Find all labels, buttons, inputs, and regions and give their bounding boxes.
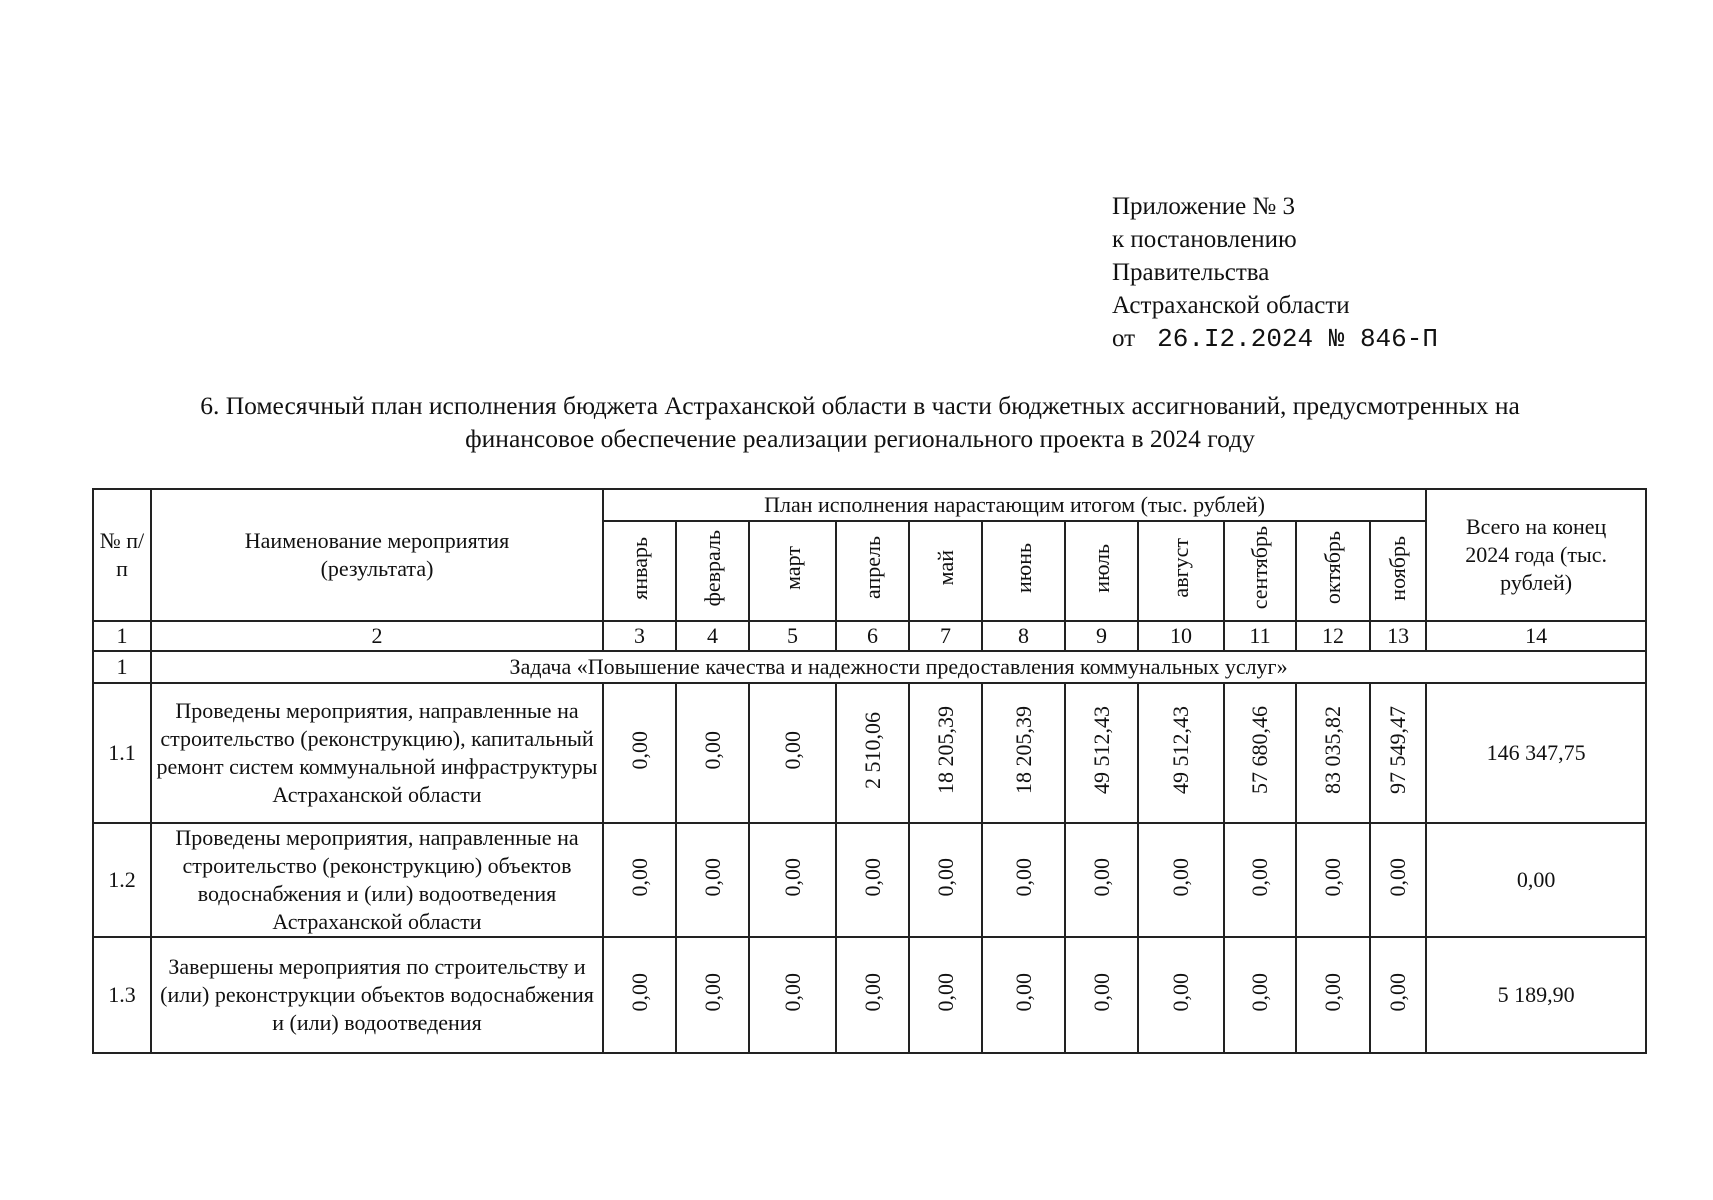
month-value-cell [1065,683,1138,823]
month-value-cell [676,937,749,1053]
column-number-row [93,621,1646,651]
month-value-cell [836,823,909,937]
resolution-date-number: 26.I2.2024 № 846-П [1157,324,1438,354]
column-number: 3 [603,621,676,651]
month-value: 0,00 [779,972,805,1012]
column-number: 2 [151,621,603,651]
month-value: 0,00 [1088,857,1114,897]
month-header [676,521,749,621]
column-number: 6 [836,621,909,651]
month-value: 2 510,06 [859,711,885,789]
table-row [93,937,1646,1053]
month-value: 0,00 [1385,857,1411,897]
month-header [1138,521,1224,621]
budget-plan-table-wrap [92,488,1647,1054]
row-activity-name: Проведены мероприятия, направленные на строительство (реконструкцию), капитальный ремонт систем коммунальной инфраструктуры Астраханской области [151,683,603,823]
month-label: ноябрь [1385,535,1411,601]
month-value-cell [1296,823,1370,937]
month-value-cell [1138,823,1224,937]
appendix-date-line [1112,322,1438,356]
month-value: 0,00 [626,972,652,1012]
month-value-cell [1065,937,1138,1053]
month-value-cell [676,823,749,937]
month-value: 49 512,43 [1168,706,1193,794]
month-value-cell [603,937,676,1053]
month-value: 18 205,39 [1010,706,1036,794]
row-activity-name: Завершены мероприятия по строительству и (или) реконструкции объектов водоснабжения и (или) водоотведения [151,937,603,1053]
month-value-cell [836,937,909,1053]
month-value-cell [749,937,836,1053]
month-label: март [779,546,805,590]
month-value-cell [1224,937,1296,1053]
month-value-cell [909,683,982,823]
month-value-cell [1065,823,1138,937]
month-value-cell [1138,937,1224,1053]
row-index: 1.2 [93,823,151,937]
appendix-line: Приложение № 3 [1112,193,1296,220]
column-number: 12 [1296,621,1370,651]
appendix-line: к постановлению [1112,226,1297,253]
date-prefix: от [1112,325,1136,352]
month-label: октябрь [1320,531,1345,605]
month-value-cell [1224,823,1296,937]
month-value: 0,00 [699,857,725,897]
column-header-total: Всего на конец 2024 года (тыс. рублей) [1426,489,1646,621]
task-row [93,651,1646,683]
column-number: 9 [1065,621,1138,651]
month-value-cell [982,937,1065,1053]
month-label: апрель [859,536,885,600]
table-row [93,823,1646,937]
column-number: 11 [1224,621,1296,651]
month-header [909,521,982,621]
appendix-block [1112,190,1438,356]
column-number: 7 [909,621,982,651]
month-value: 0,00 [626,730,652,770]
document-heading [60,389,1660,455]
month-value-cell [836,683,909,823]
month-value-cell [1296,937,1370,1053]
month-value: 0,00 [626,857,652,897]
month-value: 97 549,47 [1385,706,1411,794]
month-header [836,521,909,621]
month-value-cell [749,823,836,937]
month-label: июль [1088,543,1114,593]
month-label: август [1168,538,1193,598]
column-number: 13 [1370,621,1426,651]
month-value-cell [1296,683,1370,823]
month-value-cell [676,683,749,823]
month-value: 0,00 [859,857,885,897]
month-value: 0,00 [779,857,805,897]
month-value: 0,00 [1320,857,1345,897]
month-value: 0,00 [1088,972,1114,1012]
row-activity-name: Проведены мероприятия, направленные на строительство (реконструкцию) объектов водоснабжения и (или) водоотведения Астраханской области [151,823,603,937]
month-value-cell [749,683,836,823]
month-value: 0,00 [932,972,958,1012]
month-value-cell [909,823,982,937]
column-header-index: № п/п [93,489,151,621]
column-header-name: Наименование мероприятия (результата) [151,489,603,621]
month-value: 0,00 [1168,857,1193,897]
task-title: Задача «Повышение качества и надежности предоставления коммунальных услуг» [151,651,1646,683]
month-value-cell [1224,683,1296,823]
month-value: 0,00 [699,972,725,1012]
heading-line-1: 6. Помесячный план исполнения бюджета Астраханской области в части бюджетных ассигнований, предусмотренных на [200,391,1520,420]
month-value-cell [909,937,982,1053]
appendix-line: Астраханской области [1112,292,1350,319]
row-total: 146 347,75 [1426,683,1646,823]
column-number: 1 [93,621,151,651]
column-number: 10 [1138,621,1224,651]
month-value: 0,00 [1320,972,1345,1012]
month-value: 0,00 [779,730,805,770]
month-value: 83 035,82 [1320,706,1345,794]
month-header [1296,521,1370,621]
month-header [1224,521,1296,621]
month-value: 0,00 [1010,972,1036,1012]
column-number: 5 [749,621,836,651]
month-value: 0,00 [1247,857,1272,897]
month-value: 18 205,39 [932,706,958,794]
month-value-cell [1370,823,1426,937]
month-value: 0,00 [1168,972,1193,1012]
budget-plan-table [92,488,1647,1054]
column-number: 14 [1426,621,1646,651]
row-total: 0,00 [1426,823,1646,937]
month-value: 49 512,43 [1088,706,1114,794]
month-header [1065,521,1138,621]
row-index: 1.3 [93,937,151,1053]
month-value-cell [1370,683,1426,823]
row-index: 1.1 [93,683,151,823]
month-header [982,521,1065,621]
month-value-cell [982,823,1065,937]
month-value-cell [1138,683,1224,823]
month-value: 0,00 [1247,972,1272,1012]
month-value: 57 680,46 [1247,706,1272,794]
column-header-plan-group: План исполнения нарастающим итогом (тыс. рублей) [603,489,1426,521]
month-label: сентябрь [1247,526,1272,610]
task-index: 1 [93,651,151,683]
month-label: июнь [1010,542,1036,593]
heading-line-2: финансовое обеспечение реализации регионального проекта в 2024 году [465,424,1255,453]
column-number: 8 [982,621,1065,651]
month-header [749,521,836,621]
month-header [603,521,676,621]
row-total: 5 189,90 [1426,937,1646,1053]
month-value-cell [603,683,676,823]
month-label: январь [626,536,652,600]
month-value: 0,00 [1010,857,1036,897]
month-value: 0,00 [859,972,885,1012]
month-label: май [932,550,958,586]
month-value-cell [603,823,676,937]
column-number: 4 [676,621,749,651]
appendix-line: Правительства [1112,259,1270,286]
table-row [93,683,1646,823]
month-value: 0,00 [932,857,958,897]
month-value-cell [1370,937,1426,1053]
month-label: февраль [699,529,725,607]
month-value: 0,00 [699,730,725,770]
month-value-cell [982,683,1065,823]
month-header [1370,521,1426,621]
month-value: 0,00 [1385,972,1411,1012]
